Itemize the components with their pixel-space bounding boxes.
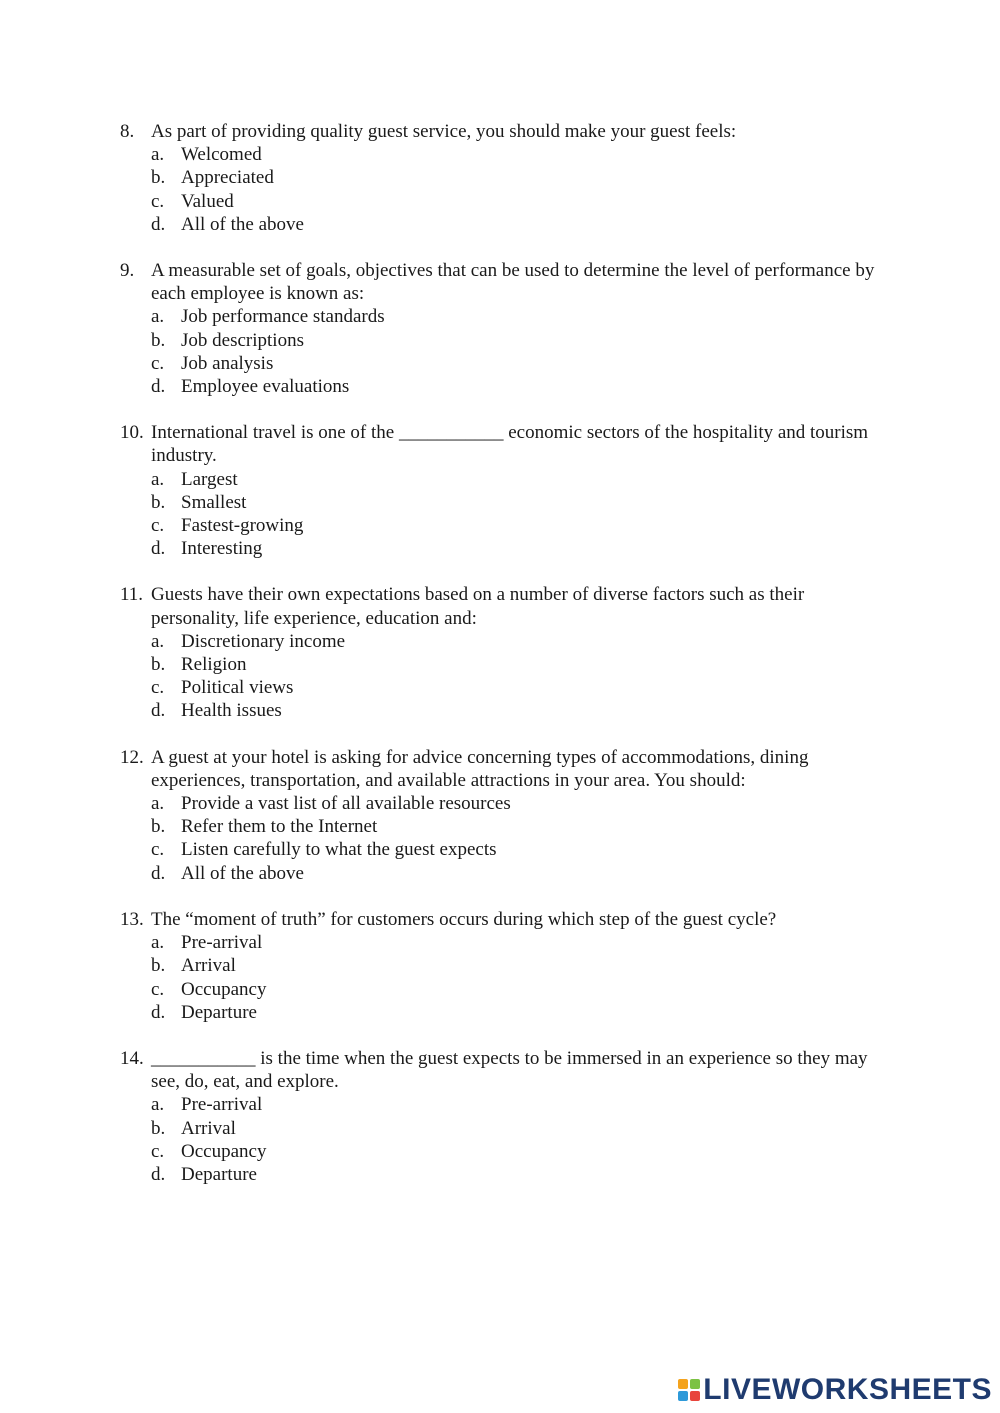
option-text: All of the above: [181, 862, 304, 884]
option-text: Occupancy: [181, 978, 267, 1000]
option-letter: d.: [151, 1163, 166, 1185]
option-letter: a.: [151, 144, 165, 166]
option-letter: b.: [151, 491, 166, 513]
option-text: Arrival: [181, 1117, 236, 1139]
answer-option[interactable]: [120, 676, 880, 699]
option-text: Departure: [181, 1163, 257, 1185]
answer-option[interactable]: [120, 653, 880, 676]
option-letter: c.: [151, 978, 165, 1000]
option-text: Pre-arrival: [181, 1094, 263, 1116]
answer-option[interactable]: [120, 1001, 880, 1024]
option-text: Interesting: [181, 538, 263, 560]
option-letter: b.: [151, 816, 166, 838]
option-text: Job descriptions: [181, 329, 304, 351]
option-text: Appreciated: [181, 167, 274, 189]
option-letter: c.: [151, 839, 165, 861]
question-text: The “moment of truth” for customers occurs during which step of the guest cycle?: [151, 908, 777, 930]
option-letter: a.: [151, 306, 165, 328]
option-letter: a.: [151, 793, 165, 815]
brand-text: LIVEWORKSHEETS: [703, 1373, 992, 1406]
option-letter: c.: [151, 677, 165, 699]
option-text: Occupancy: [181, 1140, 267, 1162]
option-text: Religion: [181, 654, 247, 676]
liveworksheets-logo-icon: [678, 1379, 700, 1401]
question-text: A measurable set of goals, objectives that can be used to determine the level of performance by each employee is known as:: [151, 260, 875, 305]
answer-option[interactable]: [120, 468, 880, 491]
question-12: [120, 746, 880, 885]
question-row: [120, 908, 880, 931]
question-row: [120, 746, 880, 792]
option-text: Health issues: [181, 700, 282, 722]
question-14: [120, 1047, 880, 1186]
question-8: [120, 120, 880, 236]
option-text: Listen carefully to what the guest expects: [181, 839, 497, 861]
liveworksheets-brand: [678, 1373, 992, 1407]
answer-option[interactable]: [120, 931, 880, 954]
option-letter: c.: [151, 1140, 165, 1162]
question-text: ___________ is the time when the guest expects to be immersed in an experience so they may see, do, eat, and explore.: [151, 1047, 868, 1093]
logo-square: [690, 1391, 700, 1401]
quiz-content: [120, 120, 880, 1209]
question-text: International travel is one of the ___________ economic sectors of the hospitality and tourism industry.: [151, 422, 869, 467]
answer-option[interactable]: [120, 375, 880, 398]
question-row: [120, 259, 880, 305]
option-text: Welcomed: [181, 144, 262, 166]
question-10: [120, 421, 880, 560]
answer-option[interactable]: [120, 630, 880, 653]
question-text: As part of providing quality guest service, you should make your guest feels:: [151, 121, 737, 142]
option-letter: b.: [151, 955, 166, 977]
answer-option[interactable]: [120, 143, 880, 166]
question-11: [120, 583, 880, 722]
option-text: Employee evaluations: [181, 376, 350, 398]
answer-option[interactable]: [120, 329, 880, 352]
option-text: Arrival: [181, 955, 236, 977]
option-letter: d.: [151, 1001, 166, 1023]
answer-option[interactable]: [120, 1140, 880, 1163]
option-text: Job performance standards: [181, 306, 385, 328]
answer-option[interactable]: [120, 792, 880, 815]
option-letter: c.: [151, 515, 165, 537]
answer-option[interactable]: [120, 491, 880, 514]
question-number: 10.: [120, 422, 144, 444]
option-text: Discretionary income: [181, 630, 346, 652]
option-letter: a.: [151, 1094, 165, 1116]
answer-option[interactable]: [120, 537, 880, 560]
option-letter: a.: [151, 932, 165, 954]
question-number: 8.: [120, 121, 135, 142]
question-row: [120, 1047, 880, 1093]
question-row: [120, 421, 880, 467]
answer-option[interactable]: [120, 514, 880, 537]
option-letter: a.: [151, 630, 165, 652]
option-text: Refer them to the Internet: [181, 816, 378, 838]
option-text: Pre-arrival: [181, 932, 263, 954]
option-letter: d.: [151, 213, 166, 235]
logo-square: [678, 1391, 688, 1401]
question-9: [120, 259, 880, 398]
question-row: [120, 583, 880, 629]
question-number: 14.: [120, 1047, 144, 1069]
option-letter: b.: [151, 654, 166, 676]
option-text: Fastest-growing: [181, 515, 304, 537]
option-letter: b.: [151, 167, 166, 189]
answer-option[interactable]: [120, 699, 880, 722]
option-text: All of the above: [181, 213, 304, 235]
option-text: Largest: [181, 468, 238, 490]
option-text: Political views: [181, 677, 294, 699]
answer-option[interactable]: [120, 838, 880, 861]
answer-option[interactable]: [120, 862, 880, 885]
answer-option[interactable]: [120, 1093, 880, 1116]
question-row: [120, 120, 880, 143]
option-text: Departure: [181, 1001, 257, 1023]
question-number: 9.: [120, 260, 135, 282]
question-13: [120, 908, 880, 1024]
question-text: Guests have their own expectations based on a number of diverse factors such as their personality, life experience, education and:: [151, 584, 805, 629]
question-number: 12.: [120, 746, 144, 768]
option-text: Provide a vast list of all available resources: [181, 793, 511, 815]
option-letter: d.: [151, 376, 166, 398]
question-number: 11.: [120, 584, 144, 606]
answer-option[interactable]: [120, 190, 880, 213]
option-letter: d.: [151, 862, 166, 884]
question-number: 13.: [120, 908, 144, 930]
option-letter: d.: [151, 700, 166, 722]
option-letter: b.: [151, 1117, 166, 1139]
answer-option[interactable]: [120, 166, 880, 189]
answer-option[interactable]: [120, 213, 880, 236]
option-letter: c.: [151, 352, 165, 374]
option-text: Valued: [181, 190, 234, 212]
option-letter: a.: [151, 468, 165, 490]
logo-square: [690, 1379, 700, 1389]
logo-square: [678, 1379, 688, 1389]
option-letter: c.: [151, 190, 165, 212]
question-text: A guest at your hotel is asking for advice concerning types of accommodations, dining experiences, transportation, and available attractions in your area. You should:: [151, 746, 809, 791]
answer-option[interactable]: [120, 1117, 880, 1140]
answer-option[interactable]: [120, 305, 880, 328]
option-text: Smallest: [181, 491, 247, 513]
answer-option[interactable]: [120, 1163, 880, 1186]
answer-option[interactable]: [120, 978, 880, 1001]
answer-option[interactable]: [120, 352, 880, 375]
option-letter: d.: [151, 538, 166, 560]
option-text: Job analysis: [181, 352, 274, 374]
answer-option[interactable]: [120, 815, 880, 838]
answer-option[interactable]: [120, 954, 880, 977]
option-letter: b.: [151, 329, 166, 351]
